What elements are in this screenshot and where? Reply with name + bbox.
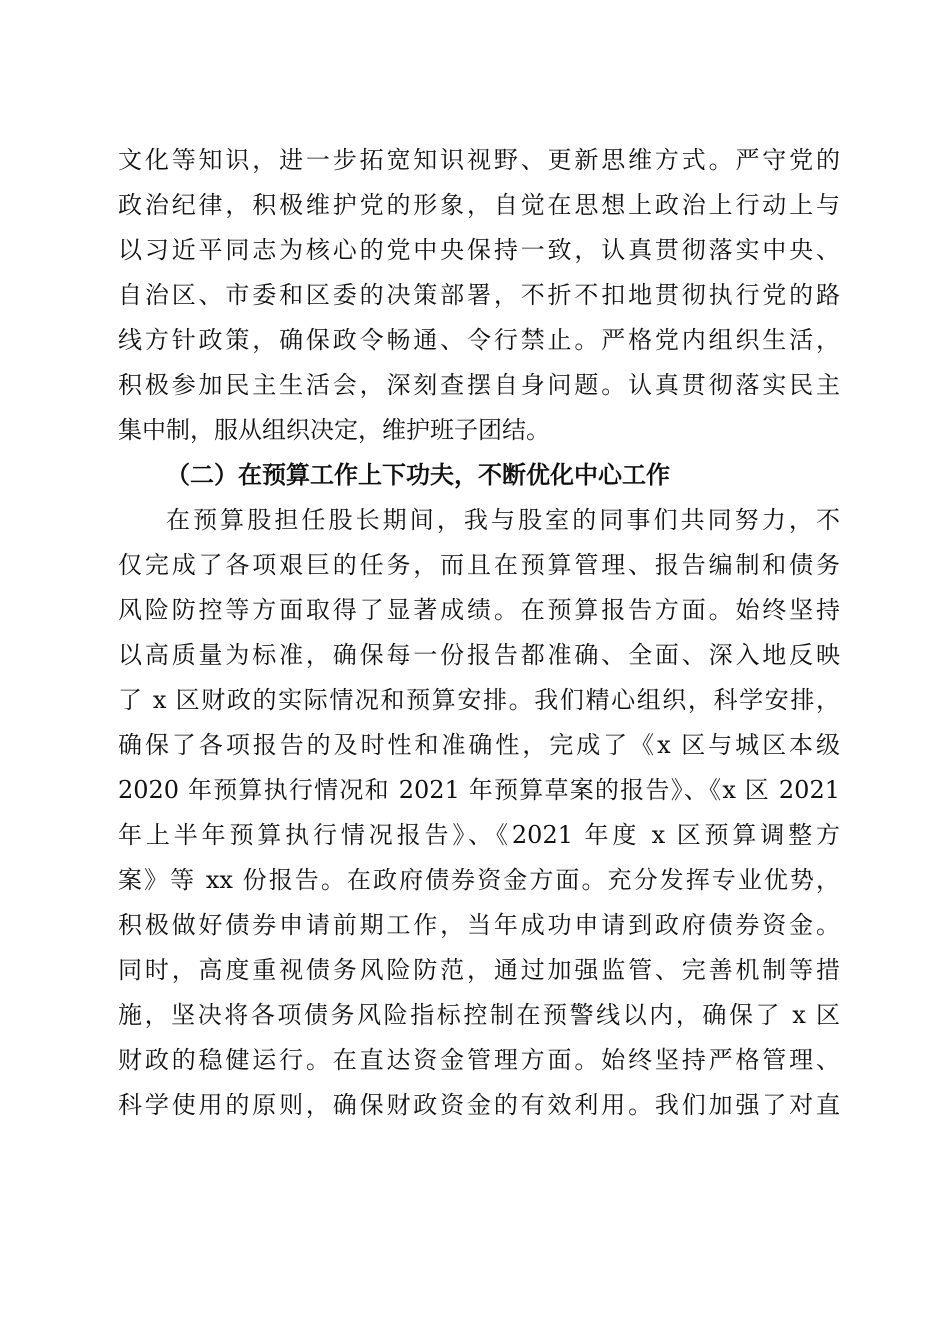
paragraph-line: 仅完成了各项艰巨的任务，而且在预算管理、报告编制和债务 bbox=[118, 551, 840, 579]
paragraph-line: 同时，高度重视债务风险防范，通过加强监管、完善机制等措 bbox=[118, 956, 840, 984]
section-heading: （二）在预算工作上下功夫，不断优化中心工作 bbox=[166, 460, 670, 489]
paragraph-line: 在预算股担任股长期间，我与股室的同事们共同努力，不 bbox=[166, 506, 840, 534]
paragraph-line: 自治区、市委和区委的决策部署，不折不扣地贯彻执行党的路 bbox=[118, 281, 840, 309]
paragraph-line: 了 x 区财政的实际情况和预算安排。我们精心组织，科学安排， bbox=[118, 686, 840, 714]
paragraph-line: 文化等知识，进一步拓宽知识视野、更新思维方式。严守党的 bbox=[118, 146, 840, 174]
paragraph-line: 施，坚决将各项债务风险指标控制在预警线以内，确保了 x 区 bbox=[118, 1001, 840, 1029]
paragraph-line: 积极参加民主生活会，深刻查摆自身问题。认真贯彻落实民主 bbox=[118, 371, 840, 399]
paragraph-line: 年上半年预算执行情况报告》、《2021 年度 x 区预算调整方 bbox=[118, 821, 840, 849]
paragraph-line: 集中制，服从组织决定，维护班子团结。 bbox=[118, 416, 550, 444]
paragraph-line: 积极做好债券申请前期工作，当年成功申请到政府债券资金。 bbox=[118, 911, 840, 939]
paragraph-line: 确保了各项报告的及时性和准确性，完成了《x 区与城区本级 bbox=[118, 731, 840, 759]
paragraph-line: 风险防控等方面取得了显著成绩。在预算报告方面。始终坚持 bbox=[118, 596, 840, 624]
paragraph-line: 以高质量为标准，确保每一份报告都准确、全面、深入地反映 bbox=[118, 641, 840, 669]
paragraph-line: 案》等 xx 份报告。在政府债券资金方面。充分发挥专业优势， bbox=[118, 866, 840, 894]
paragraph-line: 2020 年预算执行情况和 2021 年预算草案的报告》、《x 区 2021 bbox=[118, 776, 840, 804]
paragraph-line: 以习近平同志为核心的党中央保持一致，认真贯彻落实中央、 bbox=[118, 236, 840, 264]
paragraph-line: 科学使用的原则，确保财政资金的有效利用。我们加强了对直 bbox=[118, 1091, 840, 1119]
paragraph-line: 线方针政策，确保政令畅通、令行禁止。严格党内组织生活， bbox=[118, 326, 840, 354]
paragraph-line: 政治纪律，积极维护党的形象，自觉在思想上政治上行动上与 bbox=[118, 191, 840, 219]
paragraph-line: 财政的稳健运行。在直达资金管理方面。始终坚持严格管理、 bbox=[118, 1046, 840, 1074]
